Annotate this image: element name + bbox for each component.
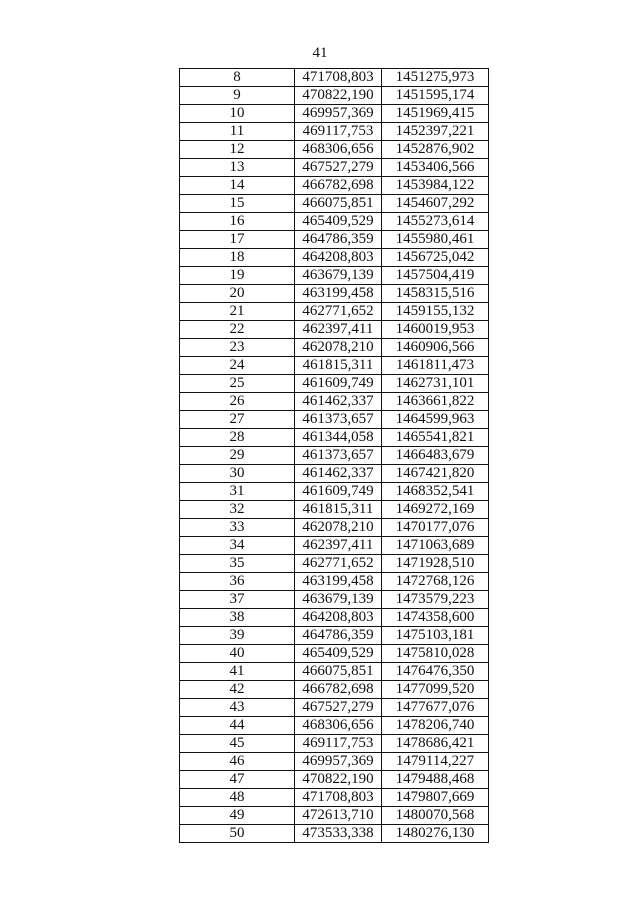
y-coordinate-cell: 1451969,415: [382, 105, 489, 123]
y-coordinate-cell: 1468352,541: [382, 483, 489, 501]
x-coordinate-cell: 468306,656: [295, 141, 382, 159]
x-coordinate-cell: 462397,411: [295, 537, 382, 555]
point-number-cell: 22: [180, 321, 295, 339]
point-number-cell: 38: [180, 609, 295, 627]
y-coordinate-cell: 1479114,227: [382, 753, 489, 771]
point-number-cell: 30: [180, 465, 295, 483]
point-number-cell: 48: [180, 789, 295, 807]
x-coordinate-cell: 472613,710: [295, 807, 382, 825]
y-coordinate-cell: 1469272,169: [382, 501, 489, 519]
x-coordinate-cell: 461373,657: [295, 447, 382, 465]
y-coordinate-cell: 1478206,740: [382, 717, 489, 735]
y-coordinate-cell: 1452876,902: [382, 141, 489, 159]
x-coordinate-cell: 461815,311: [295, 357, 382, 375]
y-coordinate-cell: 1480070,568: [382, 807, 489, 825]
y-coordinate-cell: 1476476,350: [382, 663, 489, 681]
x-coordinate-cell: 469957,369: [295, 753, 382, 771]
point-number-cell: 25: [180, 375, 295, 393]
x-coordinate-cell: 461462,337: [295, 393, 382, 411]
table-row: [180, 573, 489, 591]
point-number-cell: 45: [180, 735, 295, 753]
y-coordinate-cell: 1473579,223: [382, 591, 489, 609]
point-number-cell: 33: [180, 519, 295, 537]
table-row: [180, 681, 489, 699]
x-coordinate-cell: 469957,369: [295, 105, 382, 123]
y-coordinate-cell: 1465541,821: [382, 429, 489, 447]
point-number-cell: 11: [180, 123, 295, 141]
table-row: [180, 735, 489, 753]
point-number-cell: 9: [180, 87, 295, 105]
point-number-cell: 18: [180, 249, 295, 267]
x-coordinate-cell: 467527,279: [295, 699, 382, 717]
coordinates-table: [179, 68, 489, 843]
y-coordinate-cell: 1458315,516: [382, 285, 489, 303]
x-coordinate-cell: 462078,210: [295, 339, 382, 357]
x-coordinate-cell: 463199,458: [295, 285, 382, 303]
x-coordinate-cell: 464208,803: [295, 249, 382, 267]
x-coordinate-cell: 463679,139: [295, 267, 382, 285]
table-row: [180, 717, 489, 735]
x-coordinate-cell: 461609,749: [295, 483, 382, 501]
y-coordinate-cell: 1453406,566: [382, 159, 489, 177]
table-row: [180, 555, 489, 573]
point-number-cell: 39: [180, 627, 295, 645]
table-row: [180, 303, 489, 321]
table-row: [180, 483, 489, 501]
y-coordinate-cell: 1457504,419: [382, 267, 489, 285]
table-row: [180, 231, 489, 249]
table-row: [180, 627, 489, 645]
x-coordinate-cell: 469117,753: [295, 735, 382, 753]
point-number-cell: 43: [180, 699, 295, 717]
table-row: [180, 429, 489, 447]
table-row: [180, 195, 489, 213]
table-row: [180, 375, 489, 393]
table-row: [180, 609, 489, 627]
point-number-cell: 14: [180, 177, 295, 195]
y-coordinate-cell: 1452397,221: [382, 123, 489, 141]
table-row: [180, 267, 489, 285]
x-coordinate-cell: 466075,851: [295, 195, 382, 213]
page-number: 41: [312, 45, 328, 61]
point-number-cell: 46: [180, 753, 295, 771]
y-coordinate-cell: 1453984,122: [382, 177, 489, 195]
point-number-cell: 44: [180, 717, 295, 735]
table-row: [180, 789, 489, 807]
x-coordinate-cell: 469117,753: [295, 123, 382, 141]
x-coordinate-cell: 461462,337: [295, 465, 382, 483]
x-coordinate-cell: 470822,190: [295, 87, 382, 105]
y-coordinate-cell: 1460906,566: [382, 339, 489, 357]
y-coordinate-cell: 1467421,820: [382, 465, 489, 483]
point-number-cell: 40: [180, 645, 295, 663]
point-number-cell: 32: [180, 501, 295, 519]
point-number-cell: 13: [180, 159, 295, 177]
y-coordinate-cell: 1455980,461: [382, 231, 489, 249]
x-coordinate-cell: 470822,190: [295, 771, 382, 789]
x-coordinate-cell: 461344,058: [295, 429, 382, 447]
table-row: [180, 339, 489, 357]
y-coordinate-cell: 1455273,614: [382, 213, 489, 231]
y-coordinate-cell: 1471928,510: [382, 555, 489, 573]
table-row: [180, 825, 489, 843]
table-row: [180, 591, 489, 609]
x-coordinate-cell: 462078,210: [295, 519, 382, 537]
y-coordinate-cell: 1463661,822: [382, 393, 489, 411]
x-coordinate-cell: 466782,698: [295, 177, 382, 195]
y-coordinate-cell: 1479488,468: [382, 771, 489, 789]
table-row: [180, 357, 489, 375]
table-row: [180, 141, 489, 159]
table-row: [180, 87, 489, 105]
point-number-cell: 26: [180, 393, 295, 411]
x-coordinate-cell: 462397,411: [295, 321, 382, 339]
point-number-cell: 50: [180, 825, 295, 843]
table-row: [180, 519, 489, 537]
point-number-cell: 16: [180, 213, 295, 231]
table-row: [180, 501, 489, 519]
y-coordinate-cell: 1477099,520: [382, 681, 489, 699]
point-number-cell: 42: [180, 681, 295, 699]
point-number-cell: 10: [180, 105, 295, 123]
x-coordinate-cell: 465409,529: [295, 213, 382, 231]
y-coordinate-cell: 1478686,421: [382, 735, 489, 753]
x-coordinate-cell: 464786,359: [295, 231, 382, 249]
table-row: [180, 159, 489, 177]
y-coordinate-cell: 1471063,689: [382, 537, 489, 555]
x-coordinate-cell: 461609,749: [295, 375, 382, 393]
table-row: [180, 69, 489, 87]
x-coordinate-cell: 461373,657: [295, 411, 382, 429]
point-number-cell: 23: [180, 339, 295, 357]
x-coordinate-cell: 471708,803: [295, 69, 382, 87]
x-coordinate-cell: 463679,139: [295, 591, 382, 609]
point-number-cell: 36: [180, 573, 295, 591]
point-number-cell: 15: [180, 195, 295, 213]
y-coordinate-cell: 1479807,669: [382, 789, 489, 807]
table-row: [180, 537, 489, 555]
x-coordinate-cell: 461815,311: [295, 501, 382, 519]
table-row: [180, 753, 489, 771]
point-number-cell: 17: [180, 231, 295, 249]
table-row: [180, 249, 489, 267]
y-coordinate-cell: 1477677,076: [382, 699, 489, 717]
y-coordinate-cell: 1460019,953: [382, 321, 489, 339]
y-coordinate-cell: 1464599,963: [382, 411, 489, 429]
y-coordinate-cell: 1475103,181: [382, 627, 489, 645]
y-coordinate-cell: 1480276,130: [382, 825, 489, 843]
point-number-cell: 8: [180, 69, 295, 87]
table-row: [180, 393, 489, 411]
y-coordinate-cell: 1462731,101: [382, 375, 489, 393]
table-row: [180, 771, 489, 789]
y-coordinate-cell: 1470177,076: [382, 519, 489, 537]
table-row: [180, 807, 489, 825]
x-coordinate-cell: 466782,698: [295, 681, 382, 699]
y-coordinate-cell: 1454607,292: [382, 195, 489, 213]
table-row: [180, 285, 489, 303]
x-coordinate-cell: 465409,529: [295, 645, 382, 663]
x-coordinate-cell: 466075,851: [295, 663, 382, 681]
table-row: [180, 321, 489, 339]
point-number-cell: 31: [180, 483, 295, 501]
table-row: [180, 699, 489, 717]
table-row: [180, 645, 489, 663]
point-number-cell: 28: [180, 429, 295, 447]
y-coordinate-cell: 1475810,028: [382, 645, 489, 663]
point-number-cell: 37: [180, 591, 295, 609]
point-number-cell: 49: [180, 807, 295, 825]
point-number-cell: 24: [180, 357, 295, 375]
point-number-cell: 34: [180, 537, 295, 555]
point-number-cell: 35: [180, 555, 295, 573]
x-coordinate-cell: 463199,458: [295, 573, 382, 591]
x-coordinate-cell: 462771,652: [295, 555, 382, 573]
table-row: [180, 177, 489, 195]
table-row: [180, 105, 489, 123]
y-coordinate-cell: 1456725,042: [382, 249, 489, 267]
table-row: [180, 213, 489, 231]
coordinates-table-body: [180, 69, 489, 843]
y-coordinate-cell: 1466483,679: [382, 447, 489, 465]
point-number-cell: 19: [180, 267, 295, 285]
table-row: [180, 411, 489, 429]
point-number-cell: 47: [180, 771, 295, 789]
point-number-cell: 21: [180, 303, 295, 321]
x-coordinate-cell: 467527,279: [295, 159, 382, 177]
y-coordinate-cell: 1461811,473: [382, 357, 489, 375]
x-coordinate-cell: 462771,652: [295, 303, 382, 321]
table-row: [180, 663, 489, 681]
x-coordinate-cell: 464786,359: [295, 627, 382, 645]
x-coordinate-cell: 464208,803: [295, 609, 382, 627]
point-number-cell: 20: [180, 285, 295, 303]
point-number-cell: 12: [180, 141, 295, 159]
point-number-cell: 27: [180, 411, 295, 429]
y-coordinate-cell: 1451595,174: [382, 87, 489, 105]
x-coordinate-cell: 471708,803: [295, 789, 382, 807]
y-coordinate-cell: 1472768,126: [382, 573, 489, 591]
x-coordinate-cell: 468306,656: [295, 717, 382, 735]
x-coordinate-cell: 473533,338: [295, 825, 382, 843]
table-row: [180, 465, 489, 483]
point-number-cell: 29: [180, 447, 295, 465]
y-coordinate-cell: 1451275,973: [382, 69, 489, 87]
y-coordinate-cell: 1459155,132: [382, 303, 489, 321]
table-row: [180, 447, 489, 465]
y-coordinate-cell: 1474358,600: [382, 609, 489, 627]
table-row: [180, 123, 489, 141]
point-number-cell: 41: [180, 663, 295, 681]
